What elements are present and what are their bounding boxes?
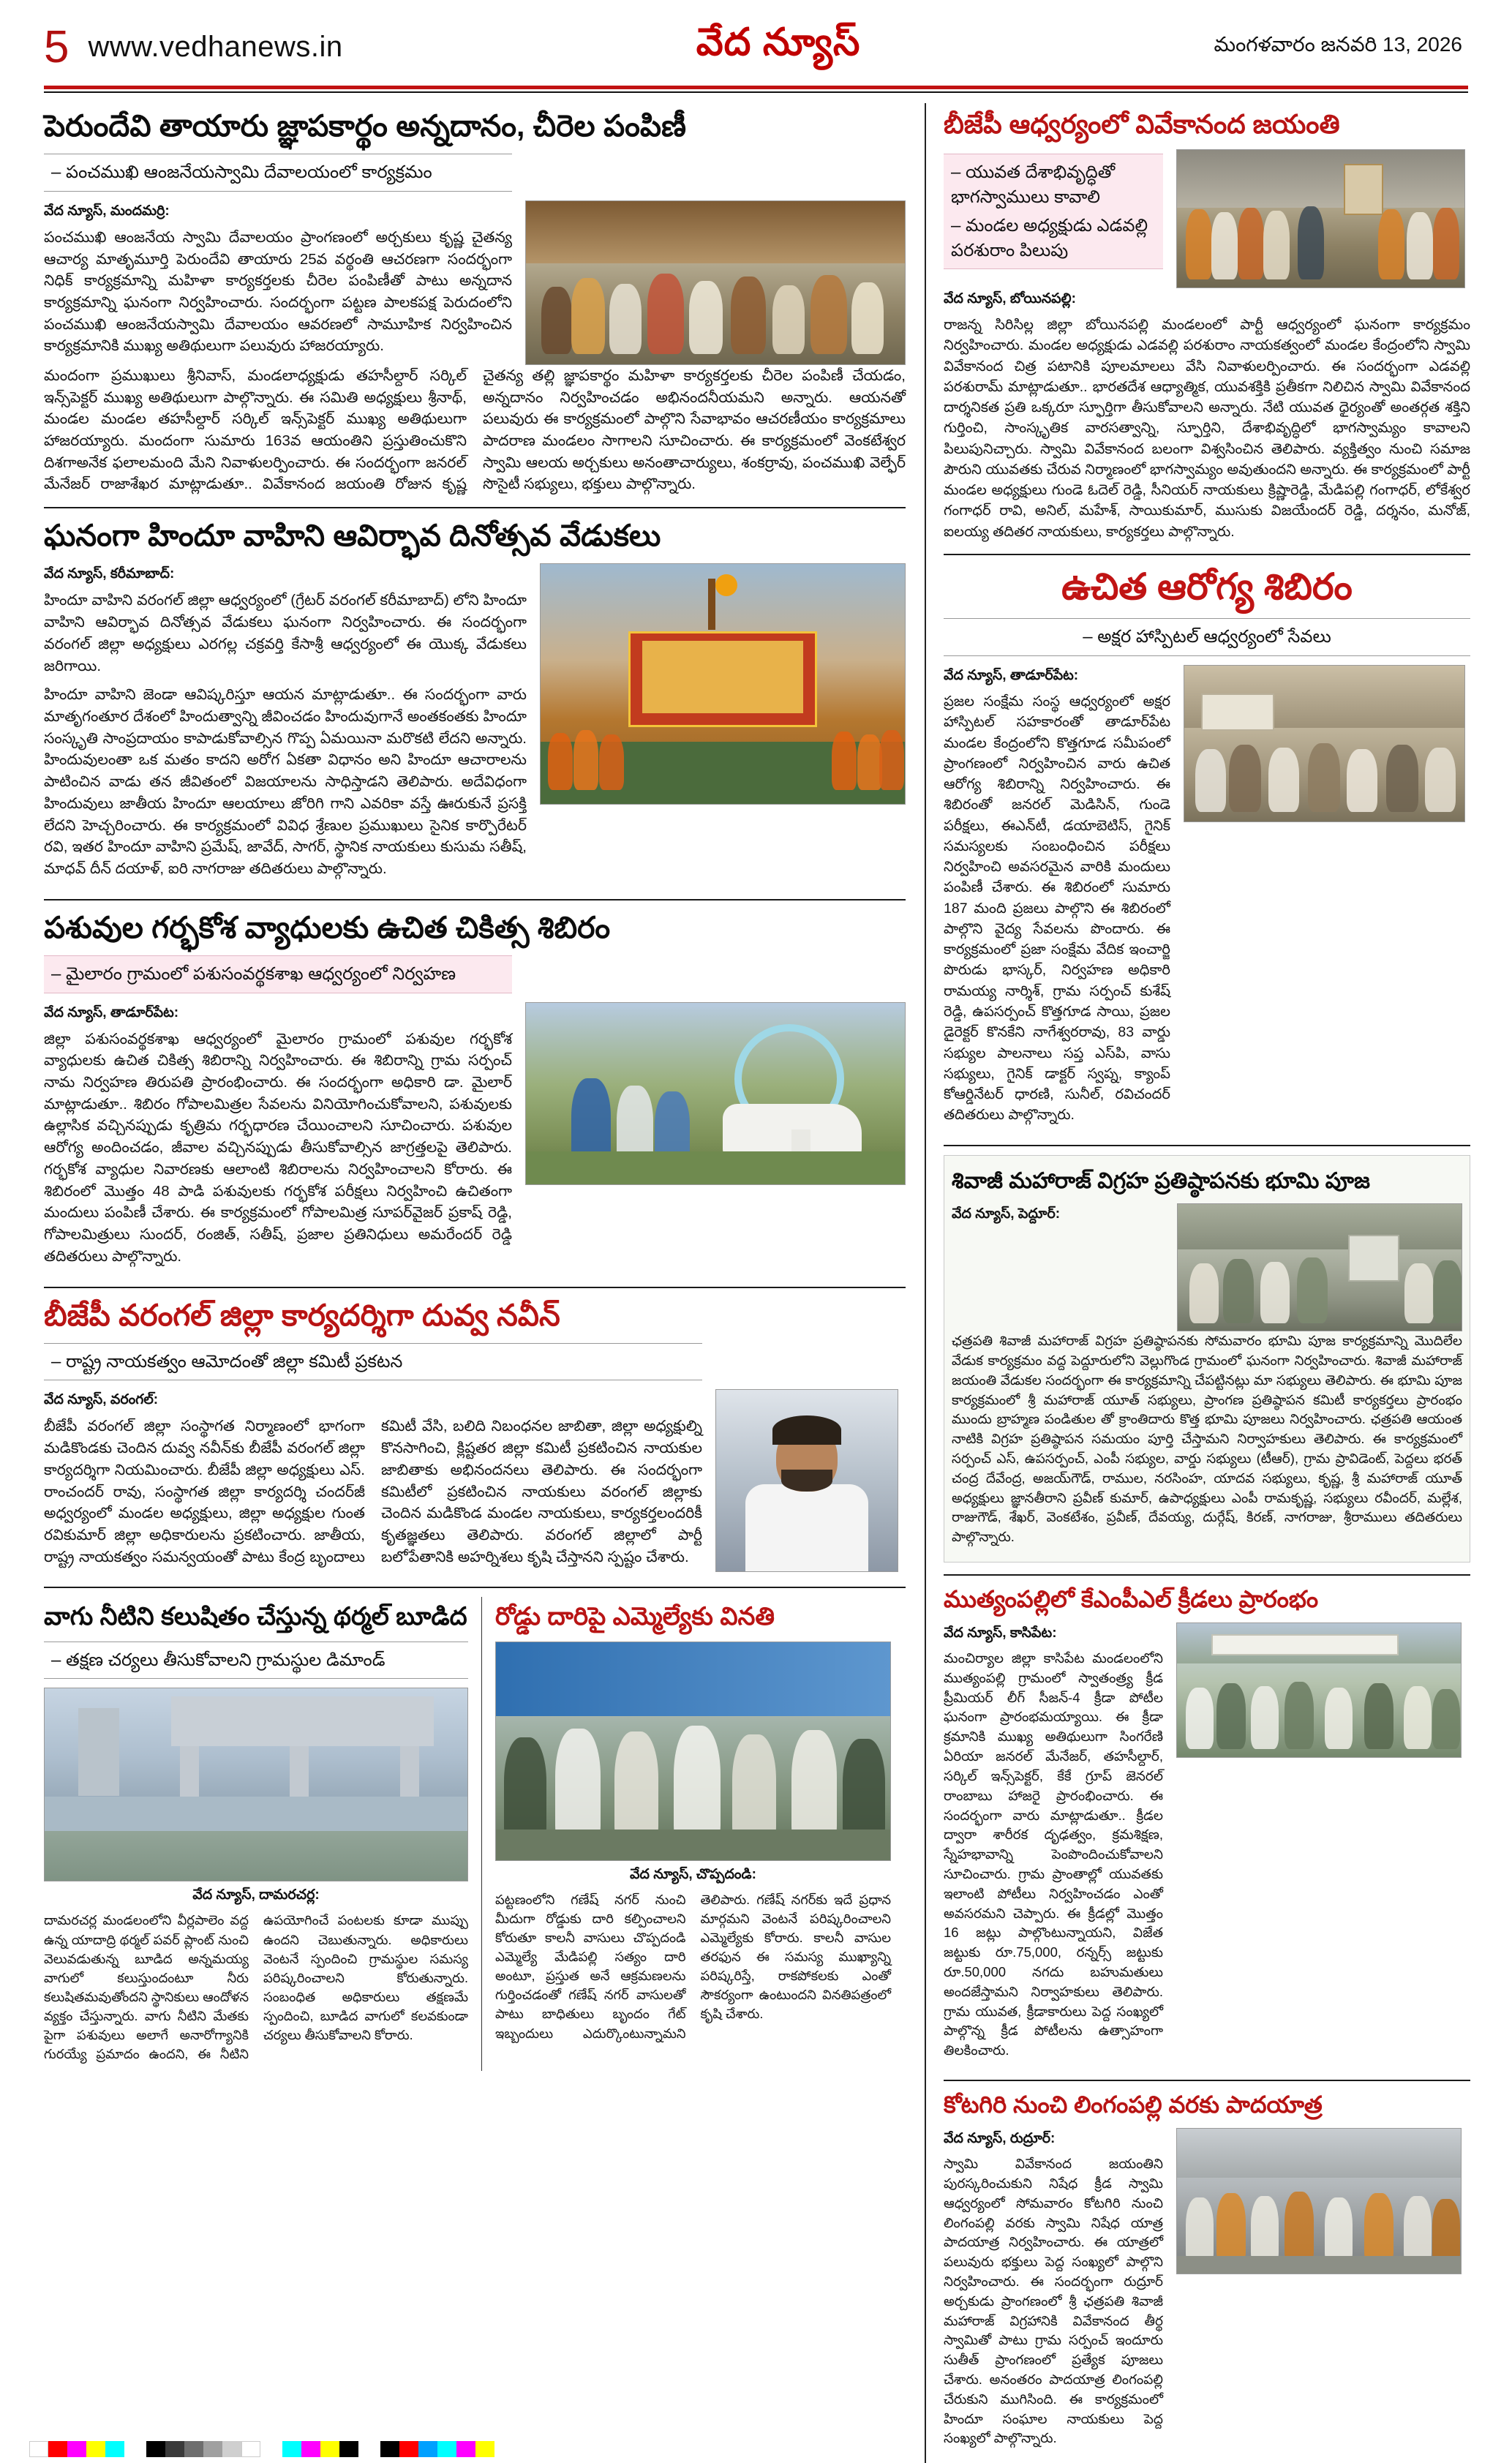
paragraph: మంచిర్యాల జిల్లా కాసిపేట మండలంలోని ముత్యంపల్లి గ్రామంలో స్వాతంత్ర్య క్రీడ ప్రీమియర్ లీగ్ సీజన్-4 క్రీడా పోటీల ఘనంగా ప్రారంభమయ్యాయి. ఈ క్రీడా క్రమానికి ముఖ్య అతిథులుగా సింగరేణి ఏరియా జనరల్ మేనేజర్, తహసీల్దార్, సర్కిల్ ఇన్స్‌పెక్టర్, కేకే గ్రూప్ జెనరల్ రాంబాబు హాజరై ప్రారంభించారు. ఈ సందర్భంగా వారు మాట్లాడుతూ.. క్రీడల ద్వారా శారీరక దృఢత్వం, క్రమశిక్షణ, స్నేహభావాన్ని పెంపొందించుకోవాలని సూచించారు. గ్రామ ప్రాంతాల్లో యువతకు ఇలాంటి పోటీలు నిర్వహించడం ఎంతో అవసరమని చెప్పారు. ఈ క్రీడల్లో మొత్తం 16 జట్లు పాల్గొంటున్నాయని, విజేత జట్టుకు రూ.75,000, రన్నర్స్ జట్టుకు రూ.50,000 నగదు బహుమతులు అందజేస్తామని నిర్వాహకులు తెలిపారు. గ్రామ యువత, క్రీడాకారులు పెద్ద సంఖ్యలో పాల్గొన్న క్రీడ పోటీలను ఉత్సాహంగా తిలకించారు. <box>944 1650 1163 2058</box>
story-shivaji-statue <box>944 1155 1470 1563</box>
subhead-cattle-camp: – మైలారం గ్రామంలో పశుసంవర్థకశాఖ ఆధ్వర్యంలో నిర్వహణ <box>44 955 512 993</box>
headline-kpl-games: ముత్యంపల్లిలో కేఎంపీఎల్ క్రీడలు ప్రారంభం <box>944 1586 1319 1613</box>
paragraph: దామరచర్ల మండలంలోని వీర్లపాలెం వద్ద ఉన్న యాదాద్రి థర్మల్ పవర్ ప్లాంట్ నుంచి వెలువడుతున్న బూడిద అన్నమయ్య వాగులో కలుస్తుందంటూ నీరు కలుషితమవుతోందని స్థానికులు ఆందోళన వ్యక్తం చేస్తున్నారు. వాగు నీటిని మేతకు పైగా పశువులు అలాగే అనారోగ్యానికి గురయ్యే ప్రమాదం ఉందని, ఈ నీటిని ఉపయోగించే పంటలకు కూడా ముప్పు ఉందని చెబుతున్నారు. అధికారులు వెంటనే స్పందించి గ్రామస్థుల సమస్య పరిష్కరించాలని కోరుతున్నారు. సంబంధిత అధికారులు తక్షణమే స్పందించి, బూడిద వాగులో కలవకుండా చర్యలు తీసుకోవాలని కోరారు. <box>44 1913 468 2062</box>
bullet-item: – మండల అధ్యక్షుడు ఎడవల్లి పరశురాం పిలుపు <box>951 216 1148 260</box>
headline-bjp-secretary: బీజేపీ వరంగల్ జిల్లా కార్యదర్శిగా దువ్వ నవీన్ <box>44 1298 560 1332</box>
headline-health-camp: ఉచిత ఆరోగ్య శిబిరం <box>1061 565 1353 607</box>
photo-shivaji-statue <box>1177 1203 1462 1331</box>
right-column <box>925 103 1470 2463</box>
story-bjp-secretary <box>44 1297 906 1576</box>
website-url[interactable]: www.vedhanews.in <box>88 31 343 63</box>
masthead-rule-thin <box>44 91 1468 93</box>
subhead-annadanam: – పంచముఖి ఆంజనేయస్వామి దేవాలయంలో కార్యక్రమం <box>44 154 512 192</box>
paragraph: పంచముఖి ఆంజనేయ స్వామి దేవాలయం ప్రాంగణంలో అర్చకులు కృష్ణ చైతన్య ఆచార్య మాతృమూర్తి పెరుందేవి తాయారు 25వ వర్థంతి ఆచరణగా సందర్భంగా నిధిక్ కార్యక్రమాన్ని మహిళా కార్యకర్తలకు చీరెల పంపిణీతో పాటు అన్నదాన కార్యక్రమాన్ని ఘనంగా నిర్వహించారు. సందర్భంగా పట్టణ పాలకపక్ష పెరుదంలోని పంచముఖి ఆంజనేయస్వామి దేవాలయం ఆవరణలో సామూహిక నిర్వహించిన కార్యక్రమానికి ముఖ్య అతిథులుగా పలువురు హాజరయ్యారు. <box>44 228 512 355</box>
paragraph: స్వామి వివేకానంద జయంతిని పురస్కరించుకుని నిషేధ క్రీడ స్వామి ఆధ్వర్యంలో సోమవారం కోటగిరి నుంచి లింగంపల్లి వరకు స్వామి నిషేధ యాత్ర పాదయాత్ర నిర్వహించారు. ఈ యాత్రలో పలువురు భక్తులు పెద్ద సంఖ్యలో పాల్గొని నిర్వహించారు. ఈ సందర్భంగా రుద్రూర్ అర్చకుడు ప్రాంగణంలో శ్రీ ఛత్రపతి శివాజీ మహారాజ్ విగ్రహానికి వివేకానంద తీర్థ స్వామితో పాటు గ్రామ సర్పంచ్ ఇందూరు సుతీత్ ప్రాంగణంలో ప్రత్యేక పూజలు చేశారు. అనంతరం పాదయాత్ర లింగంపల్లి చేరుకుని ముగిసింది. ఈ కార్యక్రమంలో హిందూ సంఘాల నాయకులు పెద్ద సంఖ్యలో పాల్గొన్నారు. <box>944 2156 1163 2446</box>
byline-road-petition: వేద న్యూస్, చొప్పదండి: <box>630 1866 756 1882</box>
paragraph: బీజేపీ వరంగల్ జిల్లా సంస్థాగత నిర్మాణంలో భాగంగా మడికొండకు చెందిన దువ్వ నవీన్‌కు బీజేపీ వరంగల్ జిల్లా కార్యదర్శిగా నియమించారు. బీజేపీ జిల్లా అధ్యక్షులు ఎస్. రాంచందర్ రావు, సంస్థాగత జిల్లా కార్యదర్శి చందర్‌జీ అధ్వర్యంలో మండల అధ్యక్షులు, జిల్లా అధ్యక్షుల గుంత రవికుమార్ జిల్లా అధికారులను ప్రకటించారు. జాతీయ, రాష్ట్ర నాయకత్వం సమన్వయంతో పాటు కేంద్ర బృందాలు కమిటీ వేసి, బలిది నిబంధనల జాబితా, జిల్లా అధ్యక్షుల్ని కొనసాగించి, క్లిష్టతర జిల్లా కమిటీ ప్రకటించిన నాయకుల జాబితాకు అభినందనలు తెలిపారు. ఈ సందర్భంగా కమిటీలో ప్రకటించిన నాయకులు వరంగల్ జిల్లాకు చెందిన మడికొండ మండల నాయకులు, కార్యకర్తలందరికీ కృతజ్ఞతలు తెలిపారు. వరంగల్ జిల్లాలో పార్టీ బలోపేతానికి అహర్నిశలు కృషి చేస్తానని స్పష్టం చేశారు. <box>44 1418 702 1565</box>
photo-hindu-vahini <box>540 563 906 805</box>
paragraph: హిందూ వాహిని జెండా ఆవిష్కరిస్తూ ఆయన మాట్లాడుతూ.. ఈ సందర్భంగా వారు మాతృగంతూర దేశంలో హిందుత్వాన్ని జీవించడం హిందువుగానే అంతకంతకు హిందూ సంస్కృతి సాంప్రదాయం కాపాడుకోవాల్సిన గొప్ప ఏమయినా మరొకటి లేదని అన్నారు. హిందువులంతా ఒక మతం కాదని అరోగ ఏకతా విధానం అని హిందూ ఆచారాలను పాటించిన వాడు తన జీవితంలో విజయాలను సాధిస్తాడని తెలిపారు. అదేవిధంగా హిందువులు జాతీయ హిందూ ఆలయాలు జోరిగి గాని ఎవరికా వస్తే ఊరుకునే ప్రసక్తి లేదని హెచ్చరించారు. ఈ కార్యక్రమంలో వివిధ శ్రేణుల ప్రముఖులు సైనిక కార్పొరేటర్ రవి, ఇతర హిందూ వాహిని ప్రమేష్, జావేద్, సాగర్, స్థానిక నాయకులు కుసుమ సతీష్, మాధవ్ దీన్ దయాళ్, ఐరి నాగరాజు తదితరులు పాల్గొన్నారు. <box>44 686 527 878</box>
headline-padayatra: కోటగిరి నుంచి లింగంపల్లి వరకు పాదయాత్ర <box>944 2091 1323 2118</box>
subhead-bjp-secretary: – రాష్ట్ర నాయకత్వం ఆమోదంతో జిల్లా కమిటీ ప్రకటన <box>44 1343 702 1381</box>
byline-health-camp: వేద న్యూస్, తాడూర్‌పేట: <box>944 668 1079 684</box>
byline-shivaji-statue: వేద న్యూస్, పెద్దూర్: <box>952 1206 1061 1222</box>
left-column <box>44 103 906 2463</box>
headline-road-petition: రోడ్డు దారిపై ఎమ్మెల్యేకు వినతి <box>495 1603 775 1631</box>
bottom-stories <box>44 1597 906 2071</box>
byline-padayatra: వేద న్యూస్, రుద్రూర్: <box>944 2131 1056 2147</box>
paragraph: పట్టణంలోని గణేష్ నగర్ నుంచి మీదుగా రోడ్డుకు దారి కల్పించాలని కోరుతూ కాలనీ వాసులు చొప్పదండి ఎమ్మెల్యే మేడిపల్లి సత్యం దారి అంటూ, ప్రస్తుత అనే ఆక్రమణలను గుర్తించడంతో గణేష్ నగర్ వాసులతో పాటు బాధితులు బృందం గేట్ ఇబ్బందులు ఎదుర్కొంటున్నామని తెలిపారు. గణేష్ నగర్‌కు ఇదే ప్రధాన మార్గమని వెంటనే పరిష్కరించాలని ఎమ్మెల్యేకు కోరారు. కాలనీ వాసుల తరఫున ఈ సమస్య ముఖ్యాన్ని పరిష్కరిస్తే, రాకపోకలకు ఎంతో సౌకర్యంగా ఉంటుందని వినతిపత్రంలో కృషి చేశారు. <box>495 1892 891 2041</box>
byline-thermal-waste: వేద న్యూస్, దామరచర్ల: <box>192 1887 320 1903</box>
headline-shivaji-statue: శివాజీ మహారాజ్ విగ్రహ ప్రతిష్ఠాపనకు భూమి పూజ <box>952 1168 1370 1193</box>
photo-kpl-games <box>1176 1622 1462 1758</box>
newspaper-brand: వేద న్యూస్ <box>696 21 861 64</box>
headline-cattle-camp: పశువుల గర్భకోశ వ్యాధులకు ఉచిత చికిత్స శిబిరం <box>44 910 611 944</box>
masthead <box>29 0 1483 81</box>
headline-vivekananda-jayanti: బీజేపీ ఆధ్వర్యంలో వివేకానంద జయంతి <box>944 109 1340 139</box>
story-road-petition <box>481 1597 891 2071</box>
story-health-camp <box>944 564 1470 1133</box>
page-body <box>29 103 1483 2463</box>
story-thermal-waste <box>44 1597 468 2071</box>
print-color-bar <box>29 2441 1483 2457</box>
subhead-health-camp: – అక్షర హాస్పిటల్ ఆధ్వర్యంలో సేవలు <box>944 618 1470 656</box>
headline-thermal-waste: వాగు నీటిని కలుషితం చేస్తున్న థర్మల్ బూడిద <box>44 1603 467 1631</box>
color-bar-right <box>380 2441 494 2457</box>
story-padayatra <box>944 2090 1470 2456</box>
headline-annadanam: పెరుందేవి తాయారు జ్ఞాపకార్థం అన్నదానం, చీరెల పంపిణీ <box>44 109 686 143</box>
page-number: 5 <box>44 21 69 72</box>
byline-kpl-games: వేద న్యూస్, కాసిపేట: <box>944 1625 1057 1642</box>
paragraph: రాజన్న సిరిసిల్ల జిల్లా బోయినపల్లి మండలంలో పార్టీ ఆధ్వర్యంలో ఘనంగా కార్యక్రమం నిర్వహించారు. మండల అధ్యక్షుడు ఎడవల్లి పరశురాం నాయకత్వంలో మండల కేంద్రంలోని స్వామి వివేకానంద చిత్ర పటానికి పూలమాలలు వేసి నివాళులర్పించారు. ఈ సందర్భంగా ఎడవల్లి పరశురామ్ మాట్లాడుతూ.. భారతదేశ ఆధ్యాత్మిక, యువశక్తికి ప్రతీకగా నిలిచిన స్వామి వివేకానంద దార్శనికత ప్రతి ఒక్కరూ స్ఫూర్తిగా తీసుకోవాలని అన్నారు. నేటి యువత ధైర్యంతో అంతర్గత శక్తిని గుర్తించి, సాంస్కృతిక వారసత్వాన్ని, స్ఫూర్తిని, దేశాభివృద్ధిలో భాగస్వామ్యం కావాలని పిలుపునిచ్చారు. స్వామి వివేకానంద బలంగా విశ్వసించిన తెలిపారు. వ్యక్తిత్వం నుంచి సమాజ పౌరుని యువతకు చేరువ నిర్మాణంలో భాగస్వామ్యం అవుతుందని అన్నారు. ఈ కార్యక్రమంలో పార్టీ మండల అధ్యక్షులు గుండె ఓదెల్ రెడ్డి, సీనియర్ నాయకులు క్రిష్ణారెడ్డి, మేడిపల్లి గంగాధర్, లోకేశ్వర గంగాధర్ రావి, అనిల్, మహేశ్, సాయికుమార్, ముసుకు విజయేందర్ రెడ్డి, దర్శనం, మనోజ్, ఐలయ్య తదితర నాయకులు, కార్యకర్తలు పాల్గొన్నారు. <box>944 317 1470 540</box>
photo-road-petition <box>495 1642 891 1861</box>
byline-vivekananda-jayanti: వేద న్యూస్, బోయినపల్లి: <box>944 291 1076 307</box>
byline-hindu-vahini: వేద న్యూస్, కరీమాబాద్: <box>44 566 175 582</box>
subhead-thermal-waste: – తక్షణ చర్యలు తీసుకోవాలని గ్రామస్థుల డిమాండ్ <box>44 1642 468 1680</box>
color-bar-left <box>29 2441 124 2457</box>
byline-annadanam: వేద న్యూస్, మందమర్రి: <box>44 203 170 219</box>
photo-padayatra <box>1176 2128 1462 2274</box>
story-kpl-games <box>944 1584 1470 2068</box>
masthead-rule-red <box>44 86 1468 89</box>
paragraph: ప్రజల సంక్షేమ సంస్థ ఆధ్వర్యంలో అక్షర హాస్పిటల్ సహకారంతో తాడూర్‌పేట మండల కేంద్రంలోని కొత్తగూడ సమీపంలో ప్రాంగణంలో నిర్వహించిన వారు ఉచిత ఆరోగ్య శిబిరాన్ని నిర్వహించారు. ఈ శిబిరంతో జనరల్ మెడిసిన్, గుండె పరీక్షలు, ఈఎన్‌టీ, డయాబెటిస్, గైనిక్ సమస్యలకు సంబంధించిన పరీక్షలు నిర్వహించి అవసరమైన వారికి మందులు పంపిణీ చేశారు. ఈ శిబిరంలో సుమారు 187 మంది ప్రజలు పాల్గొని ఈ శిబిరంలో పాల్గొని వైద్య సేవలను పొందారు. ఈ కార్యక్రమంలో ప్రజా సంక్షేమ వేదిక ఇంచార్జి పొరుడు భాస్కర్, నిర్వహణ అధికారి రామయ్య నార్శిశ్, గ్రామ సర్పంచ్ కుశేష్ రెడ్డి, ఉపసర్పంచ్ కొత్తగూడ సాయి, ప్రజల డైరెక్టర్ కొనకేని నాగేశ్వరరావు, 83 వార్డు సభ్యుల పాలనాలు సప్త ఎస్‌పి, వాసు సభ్యులు, గైనిక్ డాక్టర్ స్వప్న, క్యాంప్ కోఆర్డినేటర్ ధారణి, సునీల్, రవిచందర్ తదితరులు పాల్గొన్నారు. <box>944 693 1170 1124</box>
photo-bjp-secretary <box>715 1389 898 1572</box>
photo-cattle-camp <box>525 1002 906 1185</box>
photo-thermal-waste <box>44 1688 468 1881</box>
color-bar-mid <box>282 2441 358 2457</box>
paragraph: హిందూ వాహిని వరంగల్ జిల్లా ఆధ్వర్యంలో (గ్రేటర్ వరంగల్ కరీమాబాద్) లోని హిందూ వాహిని ఆవిర్భావ దినోత్సవ వేడుకలు ఘనంగా నిర్వహించారు. ఈ సందర్భంగా వరంగల్ జిల్లా అధ్యక్షులు ఎరగల్ల చక్రవర్తి కేసాశ్రీ ఆధ్వర్యంలో ఈ యొక్క వేడుకలు జరిగాయి. <box>44 592 527 674</box>
photo-annadanam <box>525 200 906 365</box>
color-bar-grays <box>146 2441 260 2457</box>
byline-bjp-secretary: వేద న్యూస్, వరంగల్: <box>44 1392 159 1408</box>
paragraph: మందంగా ప్రముఖులు శ్రీనివాస్, మండలాధ్యక్షుడు తహసీల్దార్ సర్కిల్ ఇన్స్‌పెక్టర్ ముఖ్య అతిథులుగా పాల్గొన్నారు. ఈ సమితి అధ్యక్షులు శ్రీనాథ్, మండల మండల తహసీల్దార్ సర్కిల్ ఇన్స్‌పెక్టర్ ముఖ్య అతిథులుగా హాజరయ్యారు. మందంగా సుమారు 163వ ఆయంతిని ప్రస్తుతించుకొని దిశగాఅనేక ఫలాలమంది మేని నివాళులర్పించారు. ఈ సందర్భంగా జనరల్ మేనేజర్ రాజాశేఖర మాట్లాడుతూ.. వివేకానంద జయంతి రోజున కృష్ణ చైతన్య తల్లి జ్ఞాపకార్థం మహిళా కార్యకర్తలకు చీరెల పంపిణీ చేయడం, అన్నదానం నిర్వహించడం అభినందనీయమని అన్నారు. ఆయనతో పలువురు ఈ కార్యక్రమంలో పాల్గొని సేవాభావం ఆచరణీయం కార్యక్రమాలు పాదరాణ మండలం సాగాలని సూచించారు. ఈ కార్యక్రమంలో వెంకటేశ్వర స్వామి ఆలయ అర్చకులు అనంతాచార్యులు, శంకర్రావు, పంచముఖి వెల్ఫేర్ సొసైటీ సభ్యులు, భక్తులు పాల్గొన్నారు. <box>44 366 906 493</box>
issue-date: మంగళవారం జనవరి 13, 2026 <box>1214 33 1462 56</box>
story-annadanam <box>44 108 906 495</box>
photo-vivekananda-jayanti <box>1176 149 1465 288</box>
headline-hindu-vahini: ఘనంగా హిందూ వాహిని ఆవిర్భావ దినోత్సవ వేడుకలు <box>44 519 661 553</box>
byline-cattle-camp: వేద న్యూస్, తాడూర్‌పేట: <box>44 1004 179 1020</box>
story-hindu-vahini <box>44 517 906 887</box>
story-cattle-camp <box>44 909 906 1275</box>
story-vivekananda-jayanti <box>944 108 1470 542</box>
paragraph: జిల్లా పశుసంవర్థకశాఖ ఆధ్వర్యంలో మైలారం గ్రామంలో పశువుల గర్భకోశ వ్యాధులకు ఉచిత చికిత్స శిబిరాన్ని నిర్వహించారు. ఈ శిబిరాన్ని గ్రామ సర్పంచ్ నామ నిర్వహణ తిరుపతి ప్రారంభించారు. ఈ సందర్భంగా అధికారి డా. మైలార్ మాట్లాడుతూ.. శిబిరం గోపాలమిత్రల సేవలను వినియోగించుకోవాలని, పశువులకు ఉల్లాసిక వచ్చినప్పుడు కృత్రిమ గర్భధారణ చేయించాలని సూచించారు. పశువుల ఆరోగ్య అందించడం, జీవాల వచ్చినప్పుడు తీసుకోవాల్సిన జాగ్రత్తలపై తెలిపారు. గర్భకోశ వ్యాధుల నివారణకు ఆలాంటి శిబిరాలను నిర్వహించాలని కోరారు. ఈ శిబిరంలో మొత్తం 48 పాడి పశువులకు గర్భకోశ పరీక్షలు నిర్వహించి ఉచితంగా మందులు పంపిణీ చేశారు. ఈ కార్యక్రమంలో గోపాలమిత్ర సూపర్‌వైజర్ ప్రకాష్ రెడ్డి, గోపాలమిత్రులు సుందర్, రంజిత్, సతీష్, ప్రజాల ప్రతినిధులు అమరేందర్ రెడ్డి తదితరులు పాల్గొన్నారు. <box>44 1030 512 1265</box>
paragraph: ఛత్రపతి శివాజీ మహారాజ్ విగ్రహ ప్రతిష్ఠాపనకు సోమవారం భూమి పూజ కార్యక్రమాన్ని మెుదిలేల వేడుక కార్యక్రమం వద్ద పెద్దూరులోని వెల్లుగొండ గ్రామంలో ఘనంగా నిర్వహించారు. శివాజీ మహారాజ్ జయంతి వేడుకల సందర్భంగా ఈ కార్యక్రమాన్ని చేపట్టినట్లు మా సభ్యులు తెలిపారు. ఈ భూమి పూజ కార్యక్రమంలో శ్రీ మహారాజ్ యూత్ సభ్యులు, ప్రాంగణ ప్రతిష్ఠాపన కమిటీ కార్యకర్తలు ప్రారంభం ముందు బ్రాహ్మణ పండితుల తో క్రాంతిదారు కొత్త భూమి పూజలు నిర్వహించారు. ఛత్రపతి ఆయంత నాటికి విగ్రహ ప్రతిష్ఠాపన సమయం పూర్తి చేస్తామని నిర్వాహకులు తెలిపారు. ఈ కార్యక్రమంలో సర్పంచ్ ఎస్, ఉపసర్పంచ్, ఎంపీ సభ్యుల, వార్డు సభ్యులు (టీఆర్), గ్రామ ప్రావిడెంట్, పెద్దలు భరత్ చంద్ర దేవేంద్ర, అజయ్‌గౌడ్, రాముల, నరసింహ, యాదవ సభ్యులు, కృష్ణ, శ్రీ మహారాజ్ యూత్ అధ్యక్షులు జ్ఞానతీరాని ప్రవీణ్ కుమార్, ఉపాధ్యక్షులు ఎంపీ రామకృష్ణ, సభ్యులు రవీందర్, మల్లేశ, రాజుగౌడ్, శేఖర్, వెంకటేశం, ప్రవీణ్, దేవయ్య, దుర్గేష్, కిరణ్, నాగరాజు, శ్రీరాములు తదితరులు పాల్గొన్నారు. <box>952 1333 1462 1545</box>
photo-health-camp <box>1184 665 1465 822</box>
bullet-item: – యువత దేశాభివృద్ధితో భాగస్వాములు కావాలి <box>951 162 1116 207</box>
